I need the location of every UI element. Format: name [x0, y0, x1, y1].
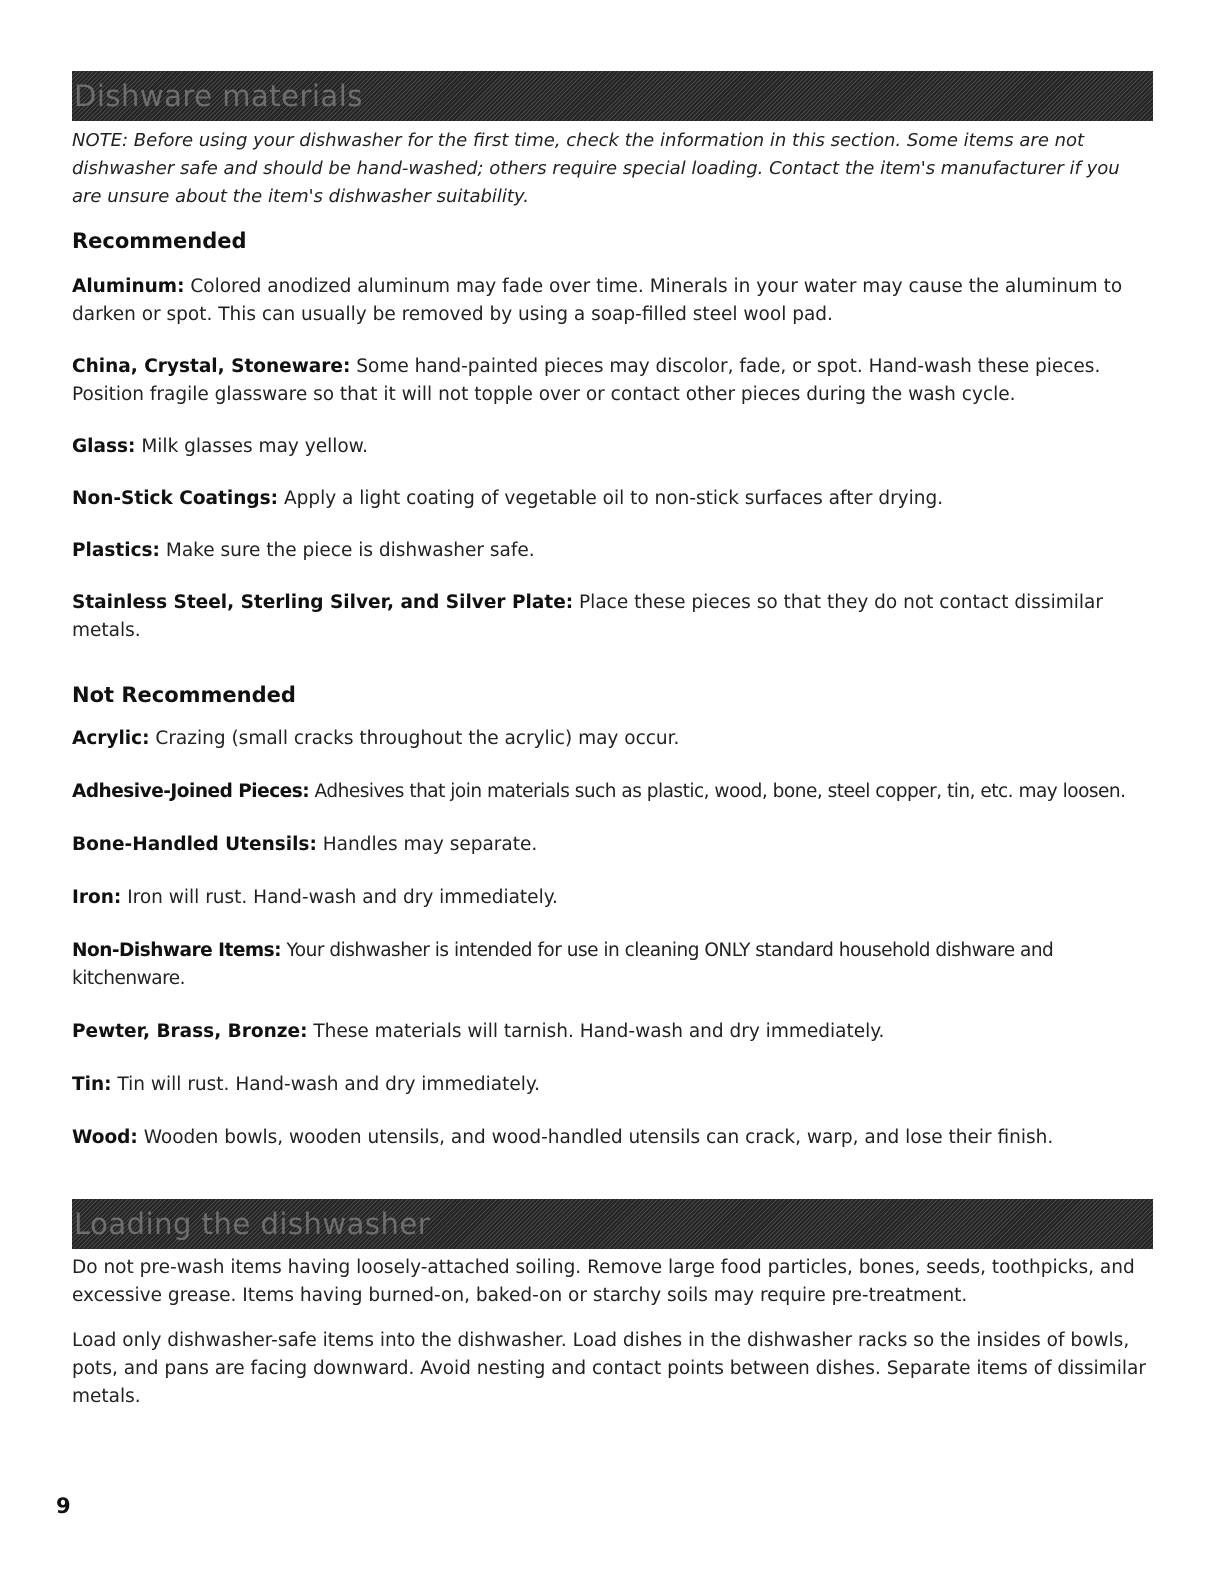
material-entry-pewter-brass-bronze [72, 1018, 1153, 1046]
material-description: Tin will rust. Hand-wash and dry immediately. [117, 1074, 541, 1095]
material-entry-non-stick-coatings [72, 485, 1153, 513]
material-term: Plastics: [72, 540, 160, 561]
material-entry-non-dishware-items [72, 937, 1153, 993]
material-description: Colored anodized aluminum may fade over time. Minerals in your water may cause the aluminum to darken or spot. This can usually be removed by using a soap-filled steel wool pad. [72, 276, 1123, 325]
loading-paragraph: Load only dishwasher-safe items into the dishwasher. Load dishes in the dishwasher racks so the insides of bowls, pots, and pans are facing downward. Avoid nesting and contact points between dishes. Separate items of dissimilar metals. [72, 1330, 1146, 1407]
material-description: Your dishwasher is intended for use in cleaning ONLY standard household dishware and kitchenware. [72, 940, 1054, 989]
section-header-dishware-materials [72, 71, 1153, 121]
material-term: Wood: [72, 1127, 138, 1148]
note-text: NOTE: Before using your dishwasher for the first time, check the information in this section. Some items are not dishwasher safe and should be hand-washed; others require special loading. Contact the item's manufacturer if you are unsure about the item's dishwasher suitability. [72, 130, 1120, 207]
material-description: Iron will rust. Hand-wash and dry immediately. [127, 887, 558, 908]
manual-page [72, 71, 1153, 1411]
material-term: China, Crystal, Stoneware: [72, 356, 351, 377]
not-recommended-heading: Not Recommended [72, 683, 296, 707]
material-description: Handles may separate. [322, 834, 538, 855]
material-description: Wooden bowls, wooden utensils, and wood-handled utensils can crack, warp, and lose their finish. [143, 1127, 1054, 1148]
material-description: These materials will tarnish. Hand-wash and dry immediately. [313, 1021, 885, 1042]
material-term: Stainless Steel, Sterling Silver, and Silver Plate: [72, 592, 574, 613]
material-term: Acrylic: [72, 728, 150, 749]
material-entry-tin [72, 1071, 1153, 1099]
material-entry-glass [72, 433, 1153, 461]
material-entry-bone-handled [72, 831, 1153, 859]
recommended-heading: Recommended [72, 229, 247, 253]
material-entry-wood [72, 1124, 1153, 1152]
not-recommended-list [72, 725, 1153, 1152]
material-term: Tin: [72, 1074, 112, 1095]
material-term: Non-Dishware Items: [72, 940, 282, 961]
material-term: Aluminum: [72, 276, 185, 297]
material-description: Adhesives that join materials such as plastic, wood, bone, steel copper, tin, etc. may loosen. [314, 781, 1126, 802]
section-title: Loading the dishwasher [74, 1207, 431, 1241]
material-term: Adhesive-Joined Pieces: [72, 781, 310, 802]
loading-paragraph: Do not pre-wash items having loosely-attached soiling. Remove large food particles, bones, seeds, toothpicks, and excessive grease. Items having burned-on, baked-on or starchy soils may require pre-treatment. [72, 1257, 1135, 1306]
material-term: Glass: [72, 436, 136, 457]
material-description: Crazing (small cracks throughout the acrylic) may occur. [155, 728, 680, 749]
material-term: Bone-Handled Utensils: [72, 834, 317, 855]
material-entry-adhesive-joined [72, 778, 1153, 806]
recommended-list [72, 273, 1153, 645]
material-description: Milk glasses may yellow. [141, 436, 368, 457]
material-term: Iron: [72, 887, 122, 908]
material-entry-china-crystal-stoneware [72, 353, 1153, 409]
material-entry-plastics [72, 537, 1153, 565]
material-description: Some hand-painted pieces may discolor, fade, or spot. Hand-wash these pieces. Position fragile glassware so that it will not topple over or contact other pieces during the wash cycle. [72, 356, 1101, 405]
material-description: Make sure the piece is dishwasher safe. [165, 540, 535, 561]
material-entry-acrylic [72, 725, 1153, 753]
section-header-loading [72, 1199, 1153, 1249]
section-title: Dishware materials [74, 79, 363, 113]
material-description: Apply a light coating of vegetable oil to non-stick surfaces after drying. [283, 488, 944, 509]
material-description: Place these pieces so that they do not contact dissimilar metals. [72, 592, 1103, 641]
material-term: Non-Stick Coatings: [72, 488, 279, 509]
material-term: Pewter, Brass, Bronze: [72, 1021, 308, 1042]
material-entry-iron [72, 884, 1153, 912]
material-entry-aluminum [72, 273, 1153, 329]
page-number: 9 [56, 1494, 71, 1518]
material-entry-stainless-steel [72, 589, 1153, 645]
